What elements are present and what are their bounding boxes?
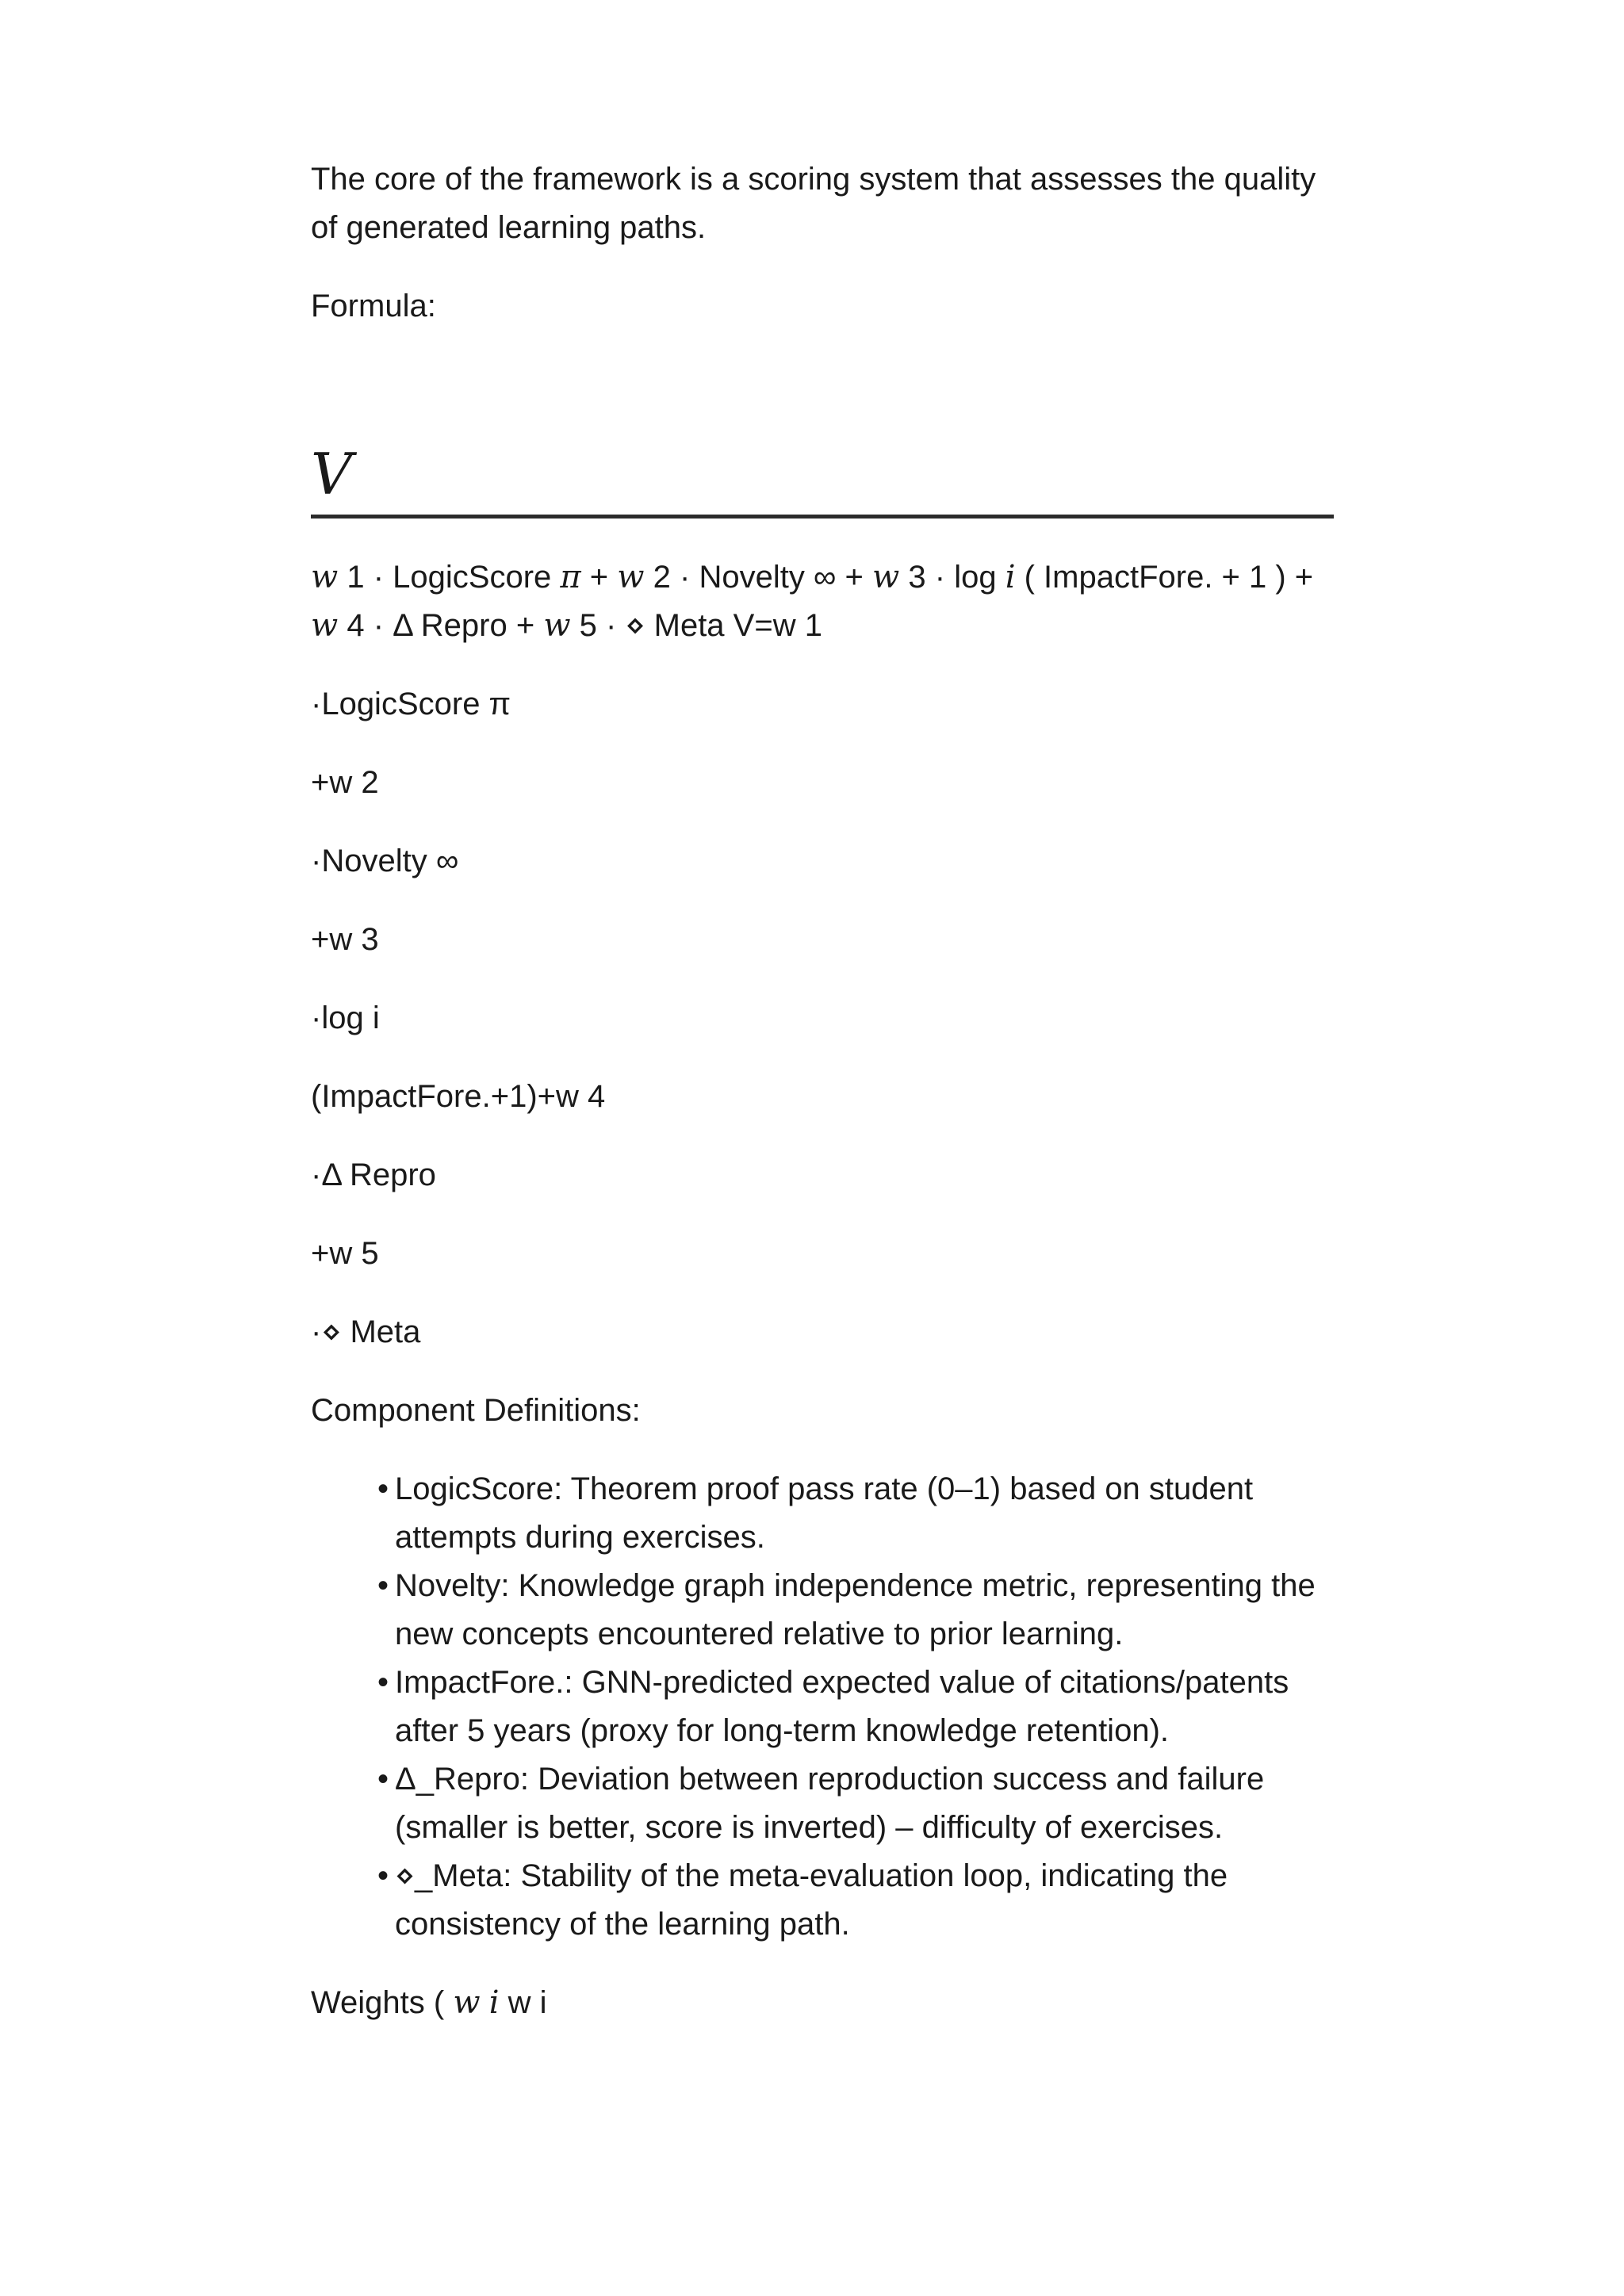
formula-line: ·⋄ Meta [311,1314,421,1349]
document-page [311,155,1334,2027]
definition-text: Novelty: Knowledge graph independence metric, representing the new concepts encountered relative to prior learning. [395,1568,1316,1651]
bullet-icon: • [377,1858,389,1893]
list-item [377,1562,1334,1659]
definition-text: LogicScore: Theorem proof pass rate (0–1) based on student attempts during exercises. [395,1471,1254,1555]
math-text: 3 · log [899,560,1005,595]
weights-line [311,1979,1334,2027]
math-w4: w [311,607,339,644]
definitions-heading: Component Definitions: [311,1393,641,1428]
math-w: w [453,1984,481,2021]
formula-line: +w 5 [311,1236,379,1271]
math-text: 1 · LogicScore [338,560,561,595]
definition-text: Δ_Repro: Deviation between reproduction success and failure (smaller is better, score is inverted) – difficulty of exercises. [395,1762,1265,1845]
math-i: i [488,1984,500,2021]
formula-line: ·Δ Repro [311,1158,436,1192]
math-text: ( ImpactFore. + 1 ) + [1015,560,1314,595]
list-item [377,1465,1334,1562]
definition-text: ⋄_Meta: Stability of the meta-evaluation loop, indicating the consistency of the learning path. [395,1858,1228,1942]
list-item [377,1755,1334,1852]
math-w3: w [872,559,900,595]
definitions-list [311,1465,1334,1949]
math-text: + [580,560,618,595]
math-pi: π [560,559,581,595]
formula-numerator: V [311,441,352,507]
bullet-icon: • [377,1665,389,1700]
bullet-icon: • [377,1471,389,1506]
weights-suffix: w i [499,1985,547,2020]
list-item [377,1852,1334,1949]
math-w1: w [311,559,339,595]
formula-denominator [311,553,1334,650]
math-w5: w [543,607,571,644]
formula-line: ·log i [311,1001,380,1035]
formula-line: +w 3 [311,922,379,957]
formula-label: Formula: [311,289,436,323]
formula-line: ·Novelty ∞ [311,844,459,878]
fraction-rule [311,515,1334,519]
weights-prefix: Weights ( [311,1985,454,2020]
intro-paragraph: The core of the framework is a scoring system that assesses the quality of generated learning paths. [311,162,1316,245]
bullet-icon: • [377,1762,389,1797]
math-text [481,1985,489,2020]
formula-line: +w 2 [311,765,379,800]
math-i: i [1005,559,1016,595]
math-w2: w [617,559,645,595]
math-text: 2 · Novelty ∞ + [644,560,873,595]
definition-text: ImpactFore.: GNN-predicted expected value of citations/patents after 5 years (proxy for long-term knowledge retention). [395,1665,1289,1748]
formula-line: (ImpactFore.+1)+w 4 [311,1079,606,1114]
bullet-icon: • [377,1568,389,1603]
formula-line: ·LogicScore π [311,687,511,721]
list-item [377,1659,1334,1755]
math-text: 5 · ⋄ Meta V=w 1 [570,608,822,643]
math-text: 4 · Δ Repro + [338,608,544,643]
